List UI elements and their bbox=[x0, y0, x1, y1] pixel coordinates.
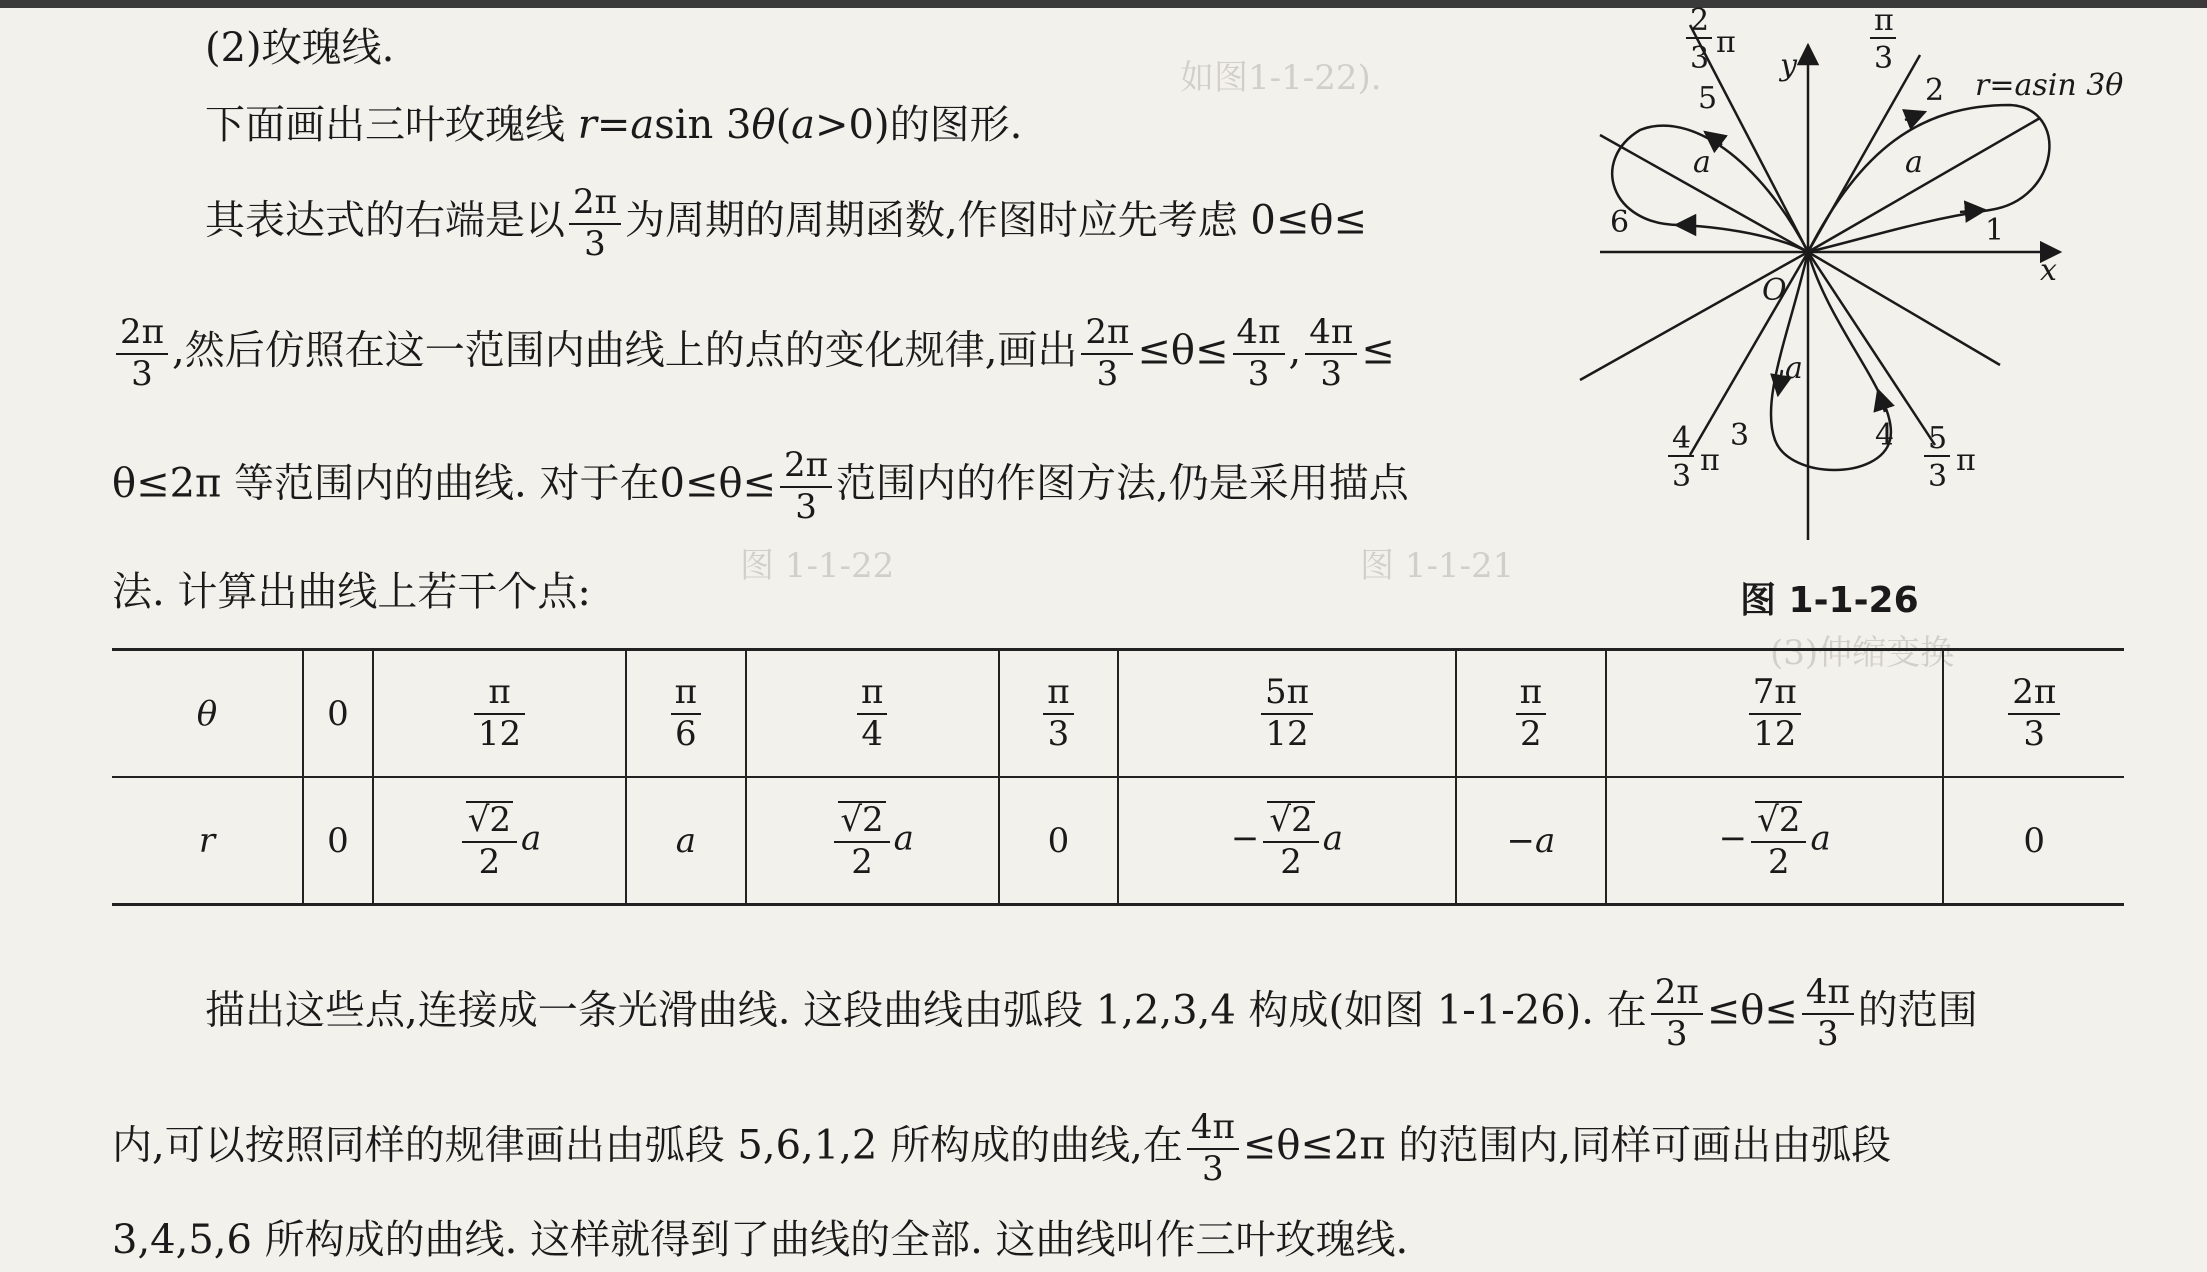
text: 内,可以按照同样的规律画出由弧段 5,6,1,2 所构成的曲线,在 bbox=[112, 1122, 1183, 1169]
ray-line bbox=[1580, 252, 1808, 380]
petal-label: a bbox=[1785, 351, 1803, 386]
arc-arrow bbox=[1905, 112, 1925, 120]
table-cell bbox=[746, 650, 999, 778]
frac-den: 3 bbox=[1665, 1013, 1688, 1054]
text: 下面画出三叶玫瑰线 bbox=[205, 102, 578, 148]
sqrt: √2 bbox=[840, 799, 884, 840]
frac-den: 3 bbox=[131, 353, 153, 394]
frac-num: 4π bbox=[1187, 1110, 1239, 1150]
fraction bbox=[1802, 972, 1854, 1054]
text: ( bbox=[775, 102, 792, 148]
frac-den: 2 bbox=[1520, 713, 1542, 754]
table-cell: 0 bbox=[999, 777, 1118, 905]
angle-label-pi: π bbox=[1700, 443, 1720, 478]
frac-num: π bbox=[671, 675, 701, 715]
var-a: a bbox=[630, 102, 655, 148]
paragraph-5: 法. 计算出曲线上若干个点: bbox=[112, 569, 591, 615]
sqrt: √2 bbox=[1757, 799, 1801, 840]
arc-label-3: 3 bbox=[1730, 418, 1750, 453]
frac-num: 2π bbox=[1651, 975, 1703, 1015]
frac-den: 2 bbox=[1280, 841, 1302, 882]
frac-num: 2π bbox=[780, 448, 832, 488]
frac-den: 4 bbox=[861, 713, 883, 754]
origin-label: O bbox=[1762, 273, 1787, 308]
table-cell bbox=[1606, 650, 1944, 778]
angle-label-num: 2 bbox=[1690, 3, 1710, 38]
fraction bbox=[1187, 1107, 1239, 1189]
paragraph-4 bbox=[112, 445, 1409, 527]
frac-num: 4π bbox=[1305, 315, 1357, 355]
frac-den: 6 bbox=[675, 713, 697, 754]
table-row-r bbox=[112, 777, 2124, 905]
frac-num: 2π bbox=[116, 315, 168, 355]
text: 范围内的作图方法,仍是采用描点 bbox=[836, 460, 1409, 507]
var-a: a bbox=[893, 818, 914, 859]
table-row-theta bbox=[112, 650, 2124, 778]
frac-den: 3 bbox=[795, 486, 817, 527]
petal-label: a bbox=[1693, 145, 1711, 180]
frac-num: π bbox=[857, 675, 887, 715]
frac-num: π bbox=[1043, 675, 1073, 715]
ghost-text: (3)伸缩变换 bbox=[1770, 633, 1955, 673]
table-cell bbox=[1606, 777, 1944, 905]
frac-num: 2π bbox=[569, 185, 621, 225]
frac-den: 12 bbox=[1753, 713, 1797, 754]
sqrt: √2 bbox=[467, 799, 512, 840]
text: ≤θ≤ bbox=[1137, 327, 1229, 374]
var-r: r bbox=[577, 102, 597, 148]
frac-den: 3 bbox=[1096, 353, 1119, 394]
table-cell: −a bbox=[1456, 777, 1606, 905]
paragraph-6 bbox=[205, 972, 1978, 1054]
y-axis-label: y bbox=[1780, 48, 1797, 83]
text: ≤θ≤2π 的范围内,同样可画出由弧段 bbox=[1242, 1122, 1892, 1169]
arc-label-5: 5 bbox=[1698, 81, 1718, 116]
text: 为周期的周期函数,作图时应先考虑 0≤θ≤ bbox=[624, 197, 1367, 244]
text: = bbox=[596, 102, 631, 148]
ghost-text: 如图1-1-22). bbox=[1180, 58, 1382, 98]
table-cell bbox=[626, 650, 745, 778]
frac-den: 3 bbox=[1247, 353, 1270, 394]
petal-label: a bbox=[1905, 145, 1923, 180]
text: ≤θ≤ bbox=[1706, 987, 1798, 1034]
angle-label-num: 4 bbox=[1672, 421, 1692, 456]
table-cell bbox=[1118, 650, 1456, 778]
angle-label-num: 5 bbox=[1928, 421, 1948, 456]
value-table bbox=[112, 648, 2124, 906]
frac-den: 2 bbox=[478, 841, 501, 882]
fraction bbox=[569, 182, 621, 264]
arc-label-1: 1 bbox=[1985, 213, 2005, 248]
fraction bbox=[1081, 312, 1133, 394]
arc-label-4: 4 bbox=[1875, 418, 1895, 453]
ghost-text: 图 1-1-21 bbox=[1360, 546, 1515, 586]
minus: − bbox=[1718, 818, 1748, 859]
arc-label-2: 2 bbox=[1925, 73, 1945, 108]
fraction bbox=[1651, 972, 1703, 1054]
table-cell: 0 bbox=[1943, 777, 2124, 905]
frac-num: π bbox=[1516, 675, 1546, 715]
section-heading: (2)玫瑰线. bbox=[205, 25, 395, 71]
frac-den: 3 bbox=[2023, 713, 2046, 754]
rose-curve-figure bbox=[1560, 0, 2200, 570]
minus: − bbox=[1230, 818, 1260, 859]
frac-den: 12 bbox=[1265, 713, 1309, 754]
ray-line bbox=[1808, 118, 2040, 252]
var-a: a bbox=[521, 818, 542, 859]
table-cell bbox=[1943, 650, 2124, 778]
paragraph-3 bbox=[112, 312, 1395, 394]
frac-num: 4π bbox=[1233, 315, 1285, 355]
paragraph-8: 3,4,5,6 所构成的曲线. 这样就得到了曲线的全部. 这曲线叫作三叶玫瑰线. bbox=[112, 1217, 1409, 1263]
ray-line bbox=[1808, 252, 2000, 365]
fraction bbox=[116, 312, 168, 394]
table-cell bbox=[1118, 777, 1456, 905]
frac-den: 12 bbox=[477, 713, 522, 754]
text: 的范围 bbox=[1857, 987, 1978, 1034]
var-a: a bbox=[1322, 818, 1343, 859]
var-a: a bbox=[791, 102, 816, 148]
text: >0)的图形. bbox=[815, 102, 1023, 148]
frac-num: 4π bbox=[1802, 975, 1854, 1015]
paragraph-1 bbox=[205, 102, 1023, 148]
arc-arrow bbox=[1778, 370, 1782, 395]
frac-den: 2 bbox=[851, 841, 873, 882]
text: ≤ bbox=[1361, 327, 1395, 374]
frac-num: 7π bbox=[1749, 675, 1801, 715]
paragraph-7 bbox=[112, 1107, 1892, 1189]
var-a: a bbox=[1810, 818, 1831, 859]
frac-den: 3 bbox=[1816, 1013, 1839, 1054]
text: 描出这些点,连接成一条光滑曲线. 这段曲线由弧段 1,2,3,4 构成(如图 1-1-26). 在 bbox=[205, 987, 1647, 1034]
text: , bbox=[1288, 327, 1302, 374]
fraction bbox=[780, 445, 832, 527]
frac-num: 2π bbox=[2008, 675, 2060, 715]
text: 其表达式的右端是以 bbox=[205, 197, 565, 244]
arc-label-6: 6 bbox=[1610, 205, 1630, 240]
ray-line bbox=[1808, 252, 1935, 445]
text: sin 3 bbox=[654, 102, 752, 148]
angle-label-pi: π bbox=[1956, 443, 1976, 478]
table-cell bbox=[373, 777, 626, 905]
table-cell bbox=[746, 777, 999, 905]
row-label: r bbox=[112, 777, 303, 905]
angle-label-den: 3 bbox=[1672, 459, 1692, 494]
frac-den: 3 bbox=[1320, 353, 1343, 394]
text: ,然后仿照在这一范围内曲线上的点的变化规律,画出 bbox=[171, 327, 1078, 374]
frac-den: 3 bbox=[584, 223, 606, 264]
paragraph-2 bbox=[205, 182, 1367, 264]
frac-num: 2π bbox=[1081, 315, 1133, 355]
row-label: θ bbox=[112, 650, 303, 778]
angle-label-den: 3 bbox=[1928, 459, 1948, 494]
equation-label: r=asin 3θ bbox=[1975, 68, 2124, 103]
frac-num: π bbox=[474, 675, 525, 715]
figure-caption: 图 1-1-26 bbox=[1740, 580, 1919, 621]
frac-den: 3 bbox=[1047, 713, 1070, 754]
angle-label-den: 3 bbox=[1874, 41, 1894, 76]
text: θ≤2π 等范围内的曲线. 对于在0≤θ≤ bbox=[112, 460, 777, 507]
angle-label-num: π bbox=[1874, 3, 1894, 38]
table-cell: a bbox=[626, 777, 745, 905]
frac-den: 3 bbox=[1201, 1148, 1224, 1189]
angle-label-den: 3 bbox=[1690, 41, 1710, 76]
table-cell bbox=[373, 650, 626, 778]
fraction bbox=[1233, 312, 1285, 394]
angle-label-pi: π bbox=[1716, 25, 1736, 60]
sqrt: √2 bbox=[1269, 799, 1313, 840]
ghost-text: 图 1-1-22 bbox=[740, 546, 895, 586]
x-axis-label: x bbox=[2040, 253, 2057, 288]
var-theta: θ bbox=[751, 102, 776, 148]
table-cell: 0 bbox=[303, 777, 373, 905]
table-cell bbox=[1456, 650, 1606, 778]
fraction bbox=[1305, 312, 1357, 394]
table-cell bbox=[999, 650, 1118, 778]
frac-den: 2 bbox=[1768, 841, 1790, 882]
frac-num: 5π bbox=[1261, 675, 1313, 715]
table-cell: 0 bbox=[303, 650, 373, 778]
